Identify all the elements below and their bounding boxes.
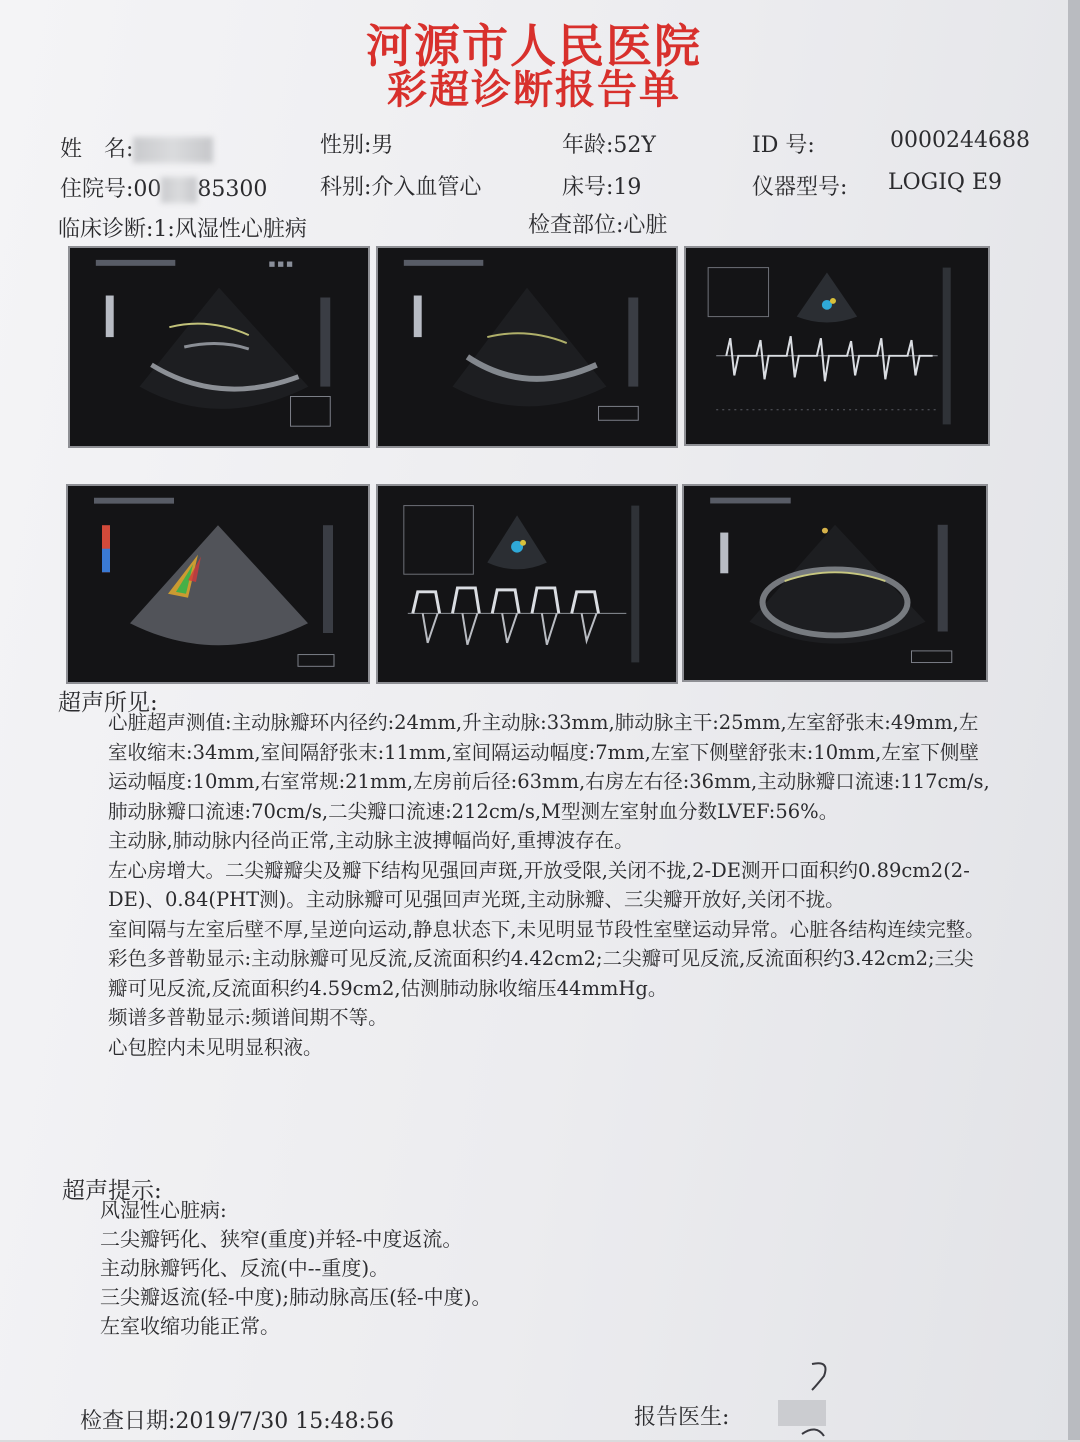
site-value: 心脏 xyxy=(623,213,668,238)
findings-paragraph: 室间隔与左室后壁不厚,呈逆向运动,静息状态下,未见明显节段性室壁运动异常。心脏各结构连续完整。 xyxy=(108,917,985,941)
dept-field xyxy=(320,170,481,201)
svg-text:■ ■ ■: ■ ■ ■ xyxy=(268,259,293,268)
impression-line: 主动脉瓣钙化、反流(中--重度)。 xyxy=(100,1256,390,1280)
gender-label: 性别: xyxy=(320,133,372,158)
admission-redacted xyxy=(161,177,197,203)
impression-line: 二尖瓣钙化、狭窄(重度)并轻-中度返流。 xyxy=(100,1227,463,1251)
impression-line: 风湿性心脏病: xyxy=(100,1198,227,1222)
name-redacted xyxy=(133,137,213,163)
gender-field xyxy=(320,128,393,159)
device-value: LOGIQ E9 xyxy=(888,170,1002,195)
exam-date-value: 2019/7/30 15:48:56 xyxy=(175,1409,395,1434)
id-value: 0000244688 xyxy=(890,128,1030,153)
age-value: 52Y xyxy=(613,133,656,158)
bed-field xyxy=(562,170,641,201)
dept-label: 科别: xyxy=(320,175,372,200)
doctor-label: 报告医生: xyxy=(634,1405,730,1430)
bed-label: 床号: xyxy=(562,175,614,200)
findings-heading: 超声所见: xyxy=(58,690,158,716)
doctor-signature xyxy=(772,1354,852,1438)
dept-value: 介入血管心 xyxy=(371,175,482,200)
findings-paragraph: 主动脉,肺动脉内径尚正常,主动脉主波搏幅尚好,重搏波存在。 xyxy=(108,829,634,852)
findings-paragraph: 频谱多普勒显示:频谱间期不等。 xyxy=(108,1006,388,1029)
age-label: 年龄: xyxy=(562,133,614,158)
findings-paragraph: 彩色多普勒显示:主动脉瓣可见反流,反流面积约4.42cm2;二尖瓣可见反流,反流面积约3.42cm2;三尖瓣可见反流,反流面积约4.59cm2,估测肺动脉收缩压44mmHg。 xyxy=(108,947,974,1000)
device-label: 仪器型号: xyxy=(752,175,848,200)
ultrasound-image-5 xyxy=(376,484,678,684)
name-label: 姓 名: xyxy=(60,137,134,162)
admission-suffix: 85300 xyxy=(197,177,268,202)
id-field xyxy=(752,128,815,159)
ultrasound-image-4 xyxy=(66,484,370,684)
impression-line: 三尖瓣返流(轻-中度);肺动脉高压(轻-中度)。 xyxy=(100,1285,492,1309)
admission-label: 住院号: xyxy=(60,177,134,202)
gender-value: 男 xyxy=(371,133,394,158)
report-title: 彩超诊断报告单 xyxy=(387,67,681,113)
exam-date-label: 检查日期: xyxy=(80,1409,176,1434)
id-label: ID 号: xyxy=(752,133,815,158)
ultrasound-image-3 xyxy=(684,246,990,446)
findings-paragraph: 左心房增大。二尖瓣瓣尖及瓣下结构见强回声斑,开放受限,关闭不拢,2-DE测开口面积约0.89cm2(2-DE)、0.84(PHT测)。主动脉瓣可见强回声光斑,主动脉瓣、三尖瓣开放好,关闭不拢。 xyxy=(108,858,970,911)
ultrasound-image-1 xyxy=(68,246,370,448)
name-field xyxy=(60,132,213,163)
bed-value: 19 xyxy=(613,175,642,200)
admission-field xyxy=(60,172,267,203)
ultrasound-image-6 xyxy=(682,484,988,682)
page-edge xyxy=(1068,0,1080,1440)
ultrasound-image-2 xyxy=(376,246,678,448)
findings-body xyxy=(108,708,992,1062)
age-field xyxy=(562,128,656,159)
admission-prefix: 00 xyxy=(133,177,162,202)
exam-date-field xyxy=(80,1404,394,1435)
hospital-name: 河源市人民医院 xyxy=(366,19,702,73)
site-field xyxy=(528,208,667,239)
findings-paragraph: 心脏超声测值:主动脉瓣环内径约:24mm,升主动脉:33mm,肺动脉主干:25mm,左室舒张末:49mm,左室收缩末:34mm,室间隔舒张末:11mm,室间隔运动幅度:7mm,左室下侧壁舒张末:10mm,左室下侧壁运动幅度:10mm,右室常规:21mm,左房前后径:63mm,右房左右径:36mm,主动脉瓣口流速:117cm/s,肺动脉瓣口流速:70cm/s,二尖瓣口流速:212cm/s,M型测左室射血分数LVEF:56%。 xyxy=(108,711,990,823)
site-label: 检查部位: xyxy=(528,213,624,238)
clinical-value: 1:风湿性心脏病 xyxy=(153,217,307,242)
impression-line: 左室收缩功能正常。 xyxy=(100,1314,280,1338)
findings-paragraph: 心包腔内未见明显积液。 xyxy=(108,1035,323,1059)
clinical-label: 临床诊断: xyxy=(58,217,154,242)
clinical-field xyxy=(58,212,307,243)
impression-body xyxy=(100,1196,491,1341)
impression-heading: 超声提示: xyxy=(62,1178,162,1204)
